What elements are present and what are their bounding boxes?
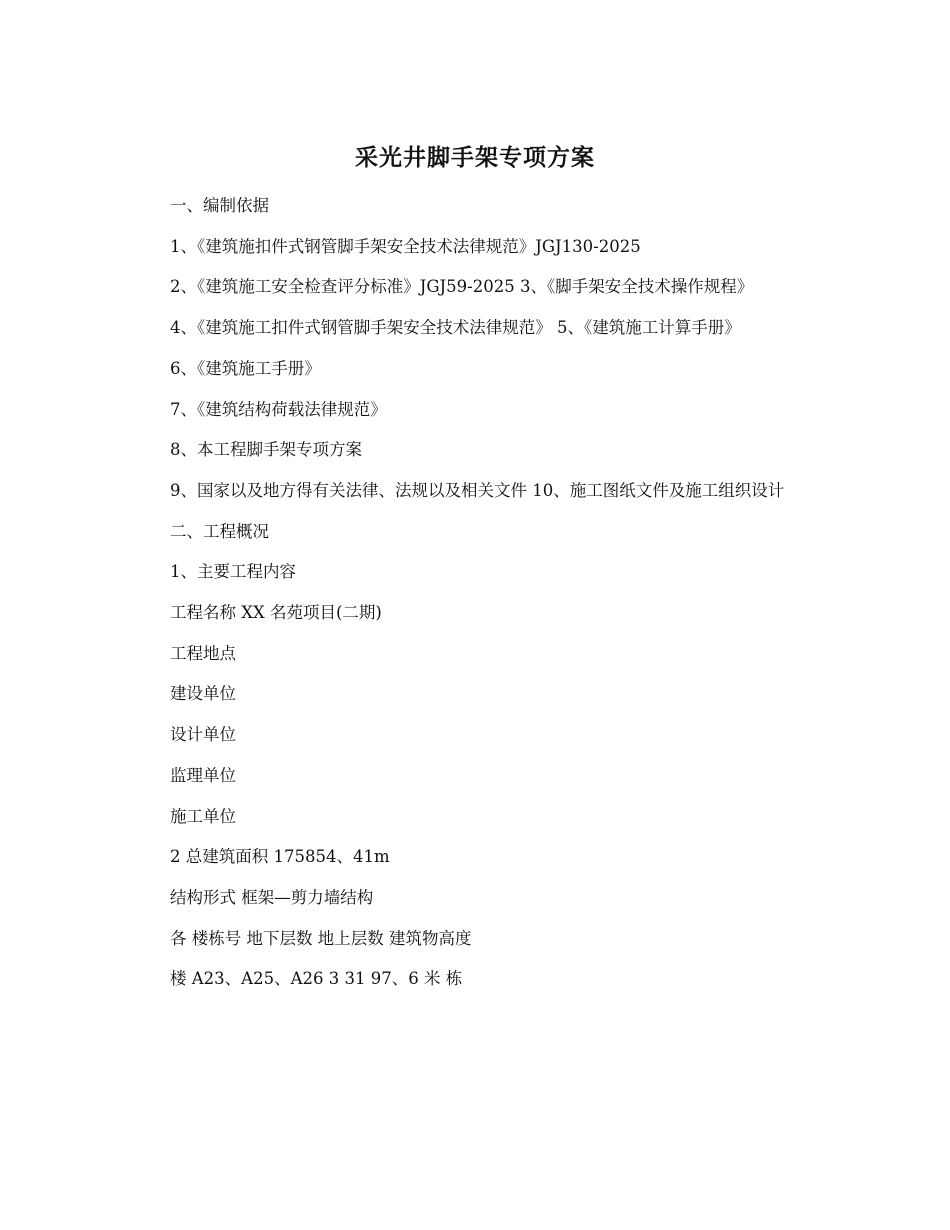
- reference-item-7: 7、《建筑结构荷载法律规范》: [170, 399, 387, 419]
- document-body: [140, 186, 808, 1000]
- structure-type-line: 结构形式 框架—剪力墙结构: [170, 887, 374, 907]
- building-table-row-line: 楼 A23、A25、A26 3 31 97、6 米 栋: [170, 969, 463, 989]
- document-title: 采光井脚手架专项方案: [355, 144, 595, 171]
- supervision-unit-line: 监理单位: [170, 765, 236, 785]
- project-name-line: 工程名称 XX 名苑项目(二期): [170, 603, 382, 623]
- reference-item-4-5: 4、《建筑施工扣件式钢管脚手架安全技术法律规范》 5、《建筑施工计算手册》: [170, 318, 741, 338]
- design-unit-line: 设计单位: [170, 725, 236, 745]
- reference-item-9-10: 9、国家以及地方得有关法律、法规以及相关文件 10、施工图纸文件及施工组织设计: [170, 480, 785, 500]
- section-heading-basis: 一、编制依据: [170, 196, 269, 215]
- reference-item-6: 6、《建筑施工手册》: [170, 358, 321, 378]
- building-table-header-line: 各 楼栋号 地下层数 地上层数 建筑物高度: [170, 928, 472, 948]
- section-heading-overview: 二、工程概况: [170, 521, 269, 541]
- contractor-unit-line: 施工单位: [170, 806, 236, 826]
- reference-item-1: 1、《建筑施扣件式钢管脚手架安全技术法律规范》JGJ130-2025: [170, 236, 641, 256]
- subsection-main-content: 1、主要工程内容: [170, 562, 296, 582]
- construction-unit-line: 建设单位: [170, 684, 236, 704]
- total-area-line: 2 总建筑面积 175854、41m: [170, 847, 390, 867]
- reference-item-2-3: 2、《建筑施工安全检查评分标准》JGJ59-2025 3、《脚手架安全技术操作规程》: [170, 277, 754, 297]
- project-location-line: 工程地点: [170, 643, 236, 663]
- reference-item-8: 8、本工程脚手架专项方案: [170, 440, 362, 460]
